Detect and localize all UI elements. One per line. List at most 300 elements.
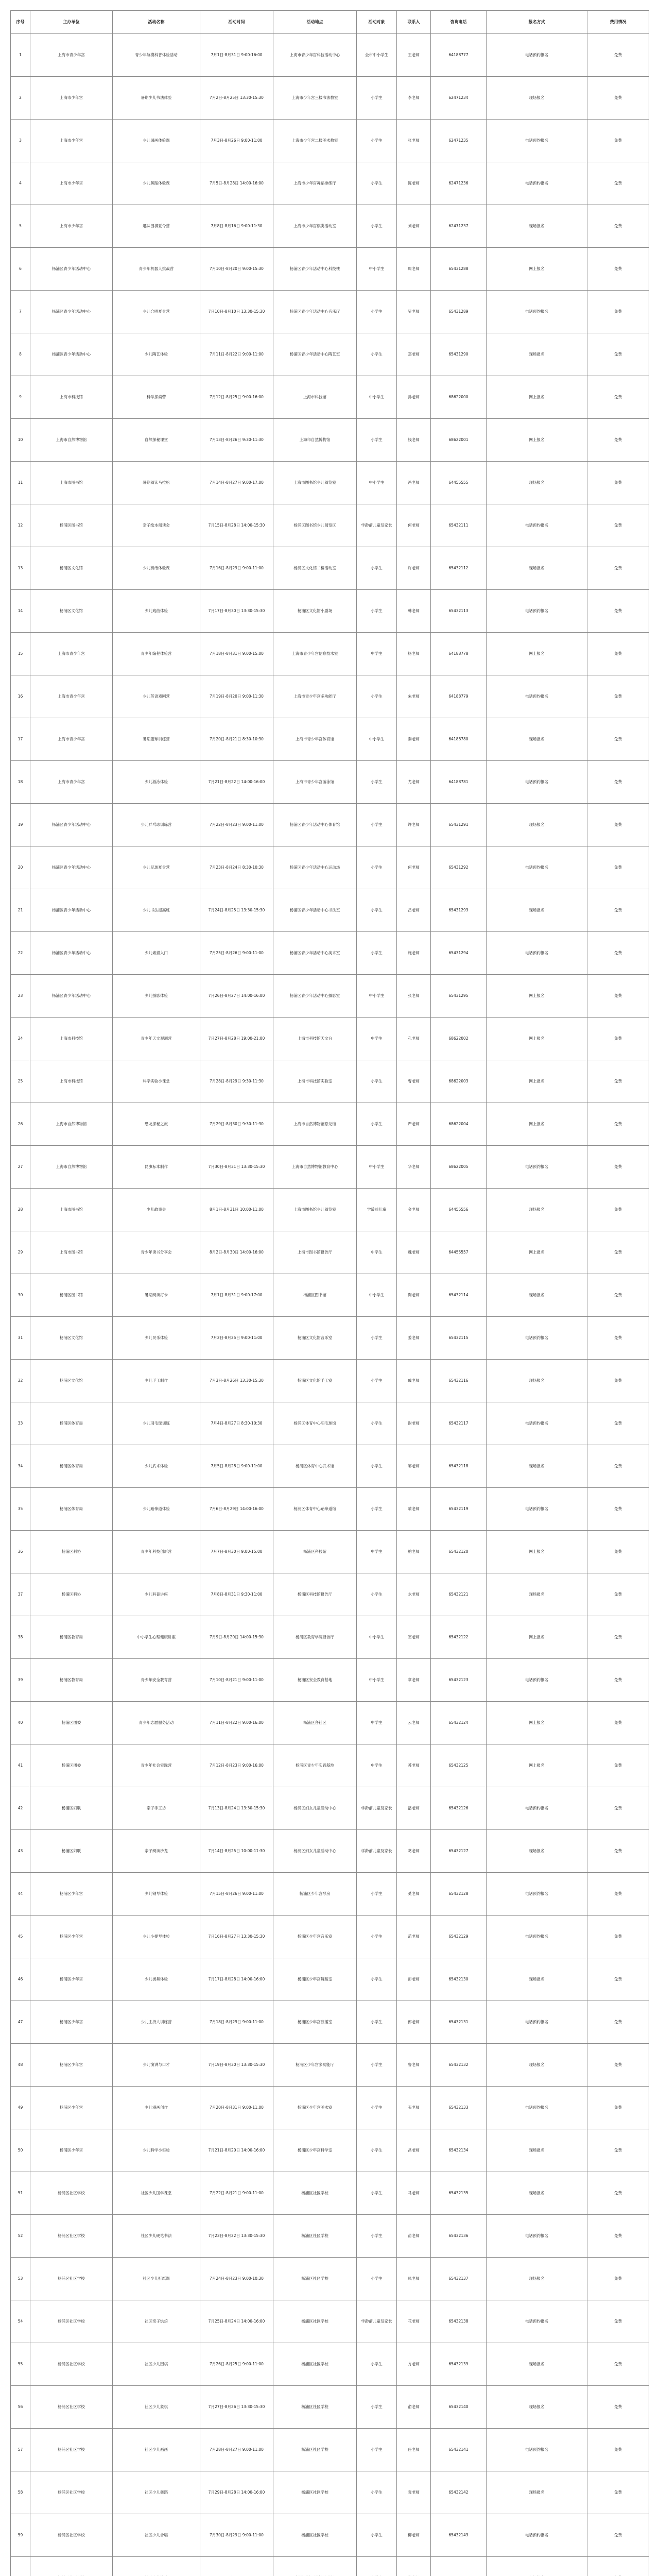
cell-activity-place: 杨浦区体育中心跆拳道馆 — [273, 1488, 357, 1531]
cell-activity-name: 亲子绘本阅读会 — [113, 504, 200, 547]
cell-activity-place: 杨浦区青少年实践基地 — [273, 1744, 357, 1787]
cell-organizer — [30, 2557, 113, 2576]
cell-contact: 尤老师 — [397, 761, 431, 804]
cell-activity-name: 青少年志愿服务活动 — [113, 1702, 200, 1744]
cell-audience: 中学生 — [357, 1744, 397, 1787]
cell-signup-method: 现场报名 — [487, 2172, 587, 2215]
cell-activity-time: 7月3日-8月26日 13:30-15:30 — [200, 1360, 273, 1402]
cell-organizer: 杨浦区青少年活动中心 — [30, 804, 113, 846]
cell-audience — [357, 2557, 397, 2576]
cell-contact: 魏老师 — [397, 1231, 431, 1274]
cell-contact: 郑老师 — [397, 333, 431, 376]
cell-phone: 68622005 — [431, 1146, 487, 1189]
cell-phone: 65432143 — [431, 2514, 487, 2557]
cell-phone: 62471237 — [431, 205, 487, 248]
cell-no: 36 — [11, 1531, 30, 1573]
cell-activity-name: 少儿摄影体验 — [113, 975, 200, 1018]
cell-activity-time: 7月19日-8月20日 9:00-11:30 — [200, 675, 273, 718]
cell-activity-name: 少儿民乐体验 — [113, 1317, 200, 1360]
cell-activity-time: 7月5日-8月28日 14:00-16:00 — [200, 162, 273, 205]
cell-organizer: 杨浦区社区学校 — [30, 2514, 113, 2557]
cell-activity-time: 7月20日-8月21日 8:30-10:30 — [200, 718, 273, 761]
cell-fee: 免费 — [587, 1488, 649, 1531]
cell-organizer: 杨浦区青少年活动中心 — [30, 333, 113, 376]
header-contact: 联系人 — [397, 11, 431, 34]
table-body — [11, 34, 649, 2576]
cell-no: 38 — [11, 1616, 30, 1659]
cell-no: 37 — [11, 1573, 30, 1616]
cell-contact: 韦老师 — [397, 2087, 431, 2129]
cell-activity-place: 杨浦区社区学校 — [273, 2300, 357, 2343]
cell-signup-method: 现场报名 — [487, 718, 587, 761]
cell-activity-time: 7月4日-8月27日 8:30-10:30 — [200, 1402, 273, 1445]
cell-organizer: 杨浦区文化馆 — [30, 1360, 113, 1402]
cell-organizer: 杨浦区科协 — [30, 1573, 113, 1616]
cell-activity-time: 7月9日-8月20日 14:00-15:30 — [200, 1616, 273, 1659]
cell-activity-place: 杨浦区社区学校 — [273, 2258, 357, 2300]
cell-audience: 中小学生 — [357, 718, 397, 761]
table-row — [11, 1573, 649, 1616]
cell-no: 40 — [11, 1702, 30, 1744]
cell-activity-time: 7月26日-8月27日 14:00-16:00 — [200, 975, 273, 1018]
cell-contact: 奚老师 — [397, 1873, 431, 1916]
table-row — [11, 889, 649, 932]
cell-signup-method: 电话预约报名 — [487, 504, 587, 547]
cell-fee: 免费 — [587, 2343, 649, 2386]
cell-organizer: 杨浦区科协 — [30, 1531, 113, 1573]
cell-activity-time: 7月17日-8月28日 14:00-16:00 — [200, 1958, 273, 2001]
cell-audience: 小学生 — [357, 2386, 397, 2429]
cell-phone: 64188779 — [431, 675, 487, 718]
cell-activity-time: 8月1日-8月31日 10:00-11:00 — [200, 1189, 273, 1231]
table-row — [11, 2215, 649, 2258]
cell-phone: 64188781 — [431, 761, 487, 804]
cell-no: 59 — [11, 2514, 30, 2557]
cell-no: 5 — [11, 205, 30, 248]
cell-contact: 昌老师 — [397, 2129, 431, 2172]
cell-signup-method: 现场报名 — [487, 1445, 587, 1488]
cell-contact: 袁老师 — [397, 2471, 431, 2514]
cell-activity-name: 少儿故事会 — [113, 1189, 200, 1231]
cell-contact: 韩老师 — [397, 590, 431, 633]
cell-signup-method: 电话预约报名 — [487, 846, 587, 889]
cell-signup-method: 现场报名 — [487, 547, 587, 590]
cell-activity-name: 少儿国画体验课 — [113, 120, 200, 162]
cell-fee: 免费 — [587, 1189, 649, 1231]
table-row — [11, 2514, 649, 2557]
cell-signup-method: 电话预约报名 — [487, 291, 587, 333]
cell-contact: 何老师 — [397, 846, 431, 889]
table-row — [11, 77, 649, 120]
cell-activity-place: 上海市自然博物馆教育中心 — [273, 1146, 357, 1189]
table-row — [11, 1360, 649, 1402]
cell-activity-name: 青少年科技创新营 — [113, 1531, 200, 1573]
cell-organizer: 杨浦区图书馆 — [30, 504, 113, 547]
cell-phone: 65431293 — [431, 889, 487, 932]
cell-activity-place: 杨浦区青少年活动中心书法室 — [273, 889, 357, 932]
cell-audience: 中学生 — [357, 633, 397, 675]
cell-signup-method: 网上报名 — [487, 1231, 587, 1274]
cell-activity-name: 少儿合唱夏令营 — [113, 291, 200, 333]
cell-activity-name: 少儿乒乓球训练营 — [113, 804, 200, 846]
cell-contact: 许老师 — [397, 804, 431, 846]
table-row — [11, 205, 649, 248]
cell-fee: 免费 — [587, 633, 649, 675]
cell-signup-method: 电话预约报名 — [487, 34, 587, 77]
cell-activity-name: 社区亲子烘焙 — [113, 2300, 200, 2343]
cell-activity-name: 暑期篮球训练营 — [113, 718, 200, 761]
cell-activity-place — [273, 2557, 357, 2576]
cell-phone: 65432114 — [431, 1274, 487, 1317]
cell-activity-time: 7月10日-8月10日 13:30-15:30 — [200, 291, 273, 333]
cell-fee: 免费 — [587, 1060, 649, 1103]
cell-signup-method: 电话预约报名 — [487, 1488, 587, 1531]
cell-activity-place: 杨浦区文化馆音乐室 — [273, 1317, 357, 1360]
table-row — [11, 248, 649, 291]
cell-activity-time: 7月18日-8月29日 9:00-11:00 — [200, 2001, 273, 2044]
cell-signup-method: 现场报名 — [487, 2129, 587, 2172]
cell-activity-time: 7月3日-8月26日 9:00-11:00 — [200, 120, 273, 162]
cell-activity-name: 少儿素描入门 — [113, 932, 200, 975]
cell-signup-method: 网上报名 — [487, 1531, 587, 1573]
cell-signup-method: 电话预约报名 — [487, 1916, 587, 1958]
table-row — [11, 162, 649, 205]
cell-activity-time: 7月22日-8月23日 9:00-11:00 — [200, 804, 273, 846]
cell-no: 56 — [11, 2386, 30, 2429]
cell-audience: 中小学生 — [357, 1616, 397, 1659]
cell-activity-time: 7月6日-8月29日 14:00-16:00 — [200, 1488, 273, 1531]
cell-organizer: 杨浦区少年宫 — [30, 1873, 113, 1916]
cell-fee: 免费 — [587, 675, 649, 718]
cell-organizer: 上海市科技馆 — [30, 1018, 113, 1060]
cell-audience: 学龄前儿童及家长 — [357, 504, 397, 547]
cell-phone: 65432129 — [431, 1916, 487, 1958]
cell-audience: 小学生 — [357, 1402, 397, 1445]
cell-organizer: 上海市青少年宫 — [30, 718, 113, 761]
table-row — [11, 1018, 649, 1060]
cell-phone: 65432133 — [431, 2087, 487, 2129]
cell-activity-name: 社区少儿象棋 — [113, 2386, 200, 2429]
cell-activity-place: 杨浦区少年宫舞蹈室 — [273, 1958, 357, 2001]
cell-signup-method: 网上报名 — [487, 1018, 587, 1060]
cell-activity-place: 杨浦区社区学校 — [273, 2215, 357, 2258]
cell-audience: 小学生 — [357, 2514, 397, 2557]
cell-organizer: 杨浦区少年宫 — [30, 2087, 113, 2129]
cell-fee: 免费 — [587, 1958, 649, 2001]
cell-fee: 免费 — [587, 2429, 649, 2471]
cell-phone: 65432123 — [431, 1659, 487, 1702]
table-row — [11, 2044, 649, 2087]
cell-activity-place: 上海市青少年宫信息技术室 — [273, 633, 357, 675]
cell-signup-method: 现场报名 — [487, 77, 587, 120]
cell-activity-name: 少儿跆拳道体验 — [113, 1488, 200, 1531]
cell-organizer: 上海市自然博物馆 — [30, 1146, 113, 1189]
cell-activity-time: 7月15日-8月28日 14:00-15:30 — [200, 504, 273, 547]
cell-fee: 免费 — [587, 2215, 649, 2258]
cell-contact: 苏老师 — [397, 1744, 431, 1787]
cell-activity-place: 杨浦区图书馆 — [273, 1274, 357, 1317]
table-row — [11, 1531, 649, 1573]
cell-contact: 严老师 — [397, 1103, 431, 1146]
cell-fee: 免费 — [587, 291, 649, 333]
cell-organizer: 杨浦区妇联 — [30, 1830, 113, 1873]
table-row — [11, 547, 649, 590]
cell-activity-name: 暑期阅读打卡 — [113, 1274, 200, 1317]
cell-activity-time: 7月29日-8月28日 14:00-16:00 — [200, 2471, 273, 2514]
cell-activity-name: 少儿主持人训练营 — [113, 2001, 200, 2044]
cell-audience: 小学生 — [357, 2129, 397, 2172]
cell-fee: 免费 — [587, 77, 649, 120]
cell-phone: 68622001 — [431, 419, 487, 462]
cell-no: 7 — [11, 291, 30, 333]
cell-fee: 免费 — [587, 1659, 649, 1702]
cell-signup-method: 电话预约报名 — [487, 162, 587, 205]
cell-signup-method: 电话预约报名 — [487, 2429, 587, 2471]
cell-phone: 65431291 — [431, 804, 487, 846]
cell-audience: 中小学生 — [357, 462, 397, 504]
cell-organizer: 杨浦区社区学校 — [30, 2258, 113, 2300]
cell-contact: 柳老师 — [397, 2514, 431, 2557]
cell-phone: 65432137 — [431, 2258, 487, 2300]
table-header-row — [11, 11, 649, 34]
cell-audience: 小学生 — [357, 291, 397, 333]
cell-signup-method: 电话预约报名 — [487, 1146, 587, 1189]
cell-phone: 65432124 — [431, 1702, 487, 1744]
cell-activity-place: 杨浦区少年宫多功能厅 — [273, 2044, 357, 2087]
cell-audience: 小学生 — [357, 1360, 397, 1402]
cell-phone: 65431288 — [431, 248, 487, 291]
cell-phone: 65431295 — [431, 975, 487, 1018]
cell-fee: 免费 — [587, 1317, 649, 1360]
cell-contact: 姜老师 — [397, 1317, 431, 1360]
cell-fee: 免费 — [587, 2300, 649, 2343]
cell-audience: 小学生 — [357, 2215, 397, 2258]
cell-no: 12 — [11, 504, 30, 547]
cell-phone: 65432139 — [431, 2343, 487, 2386]
cell-phone: 65431289 — [431, 291, 487, 333]
cell-signup-method: 现场报名 — [487, 2471, 587, 2514]
cell-audience: 小学生 — [357, 120, 397, 162]
cell-activity-name: 少儿书法提高班 — [113, 889, 200, 932]
cell-audience: 小学生 — [357, 1317, 397, 1360]
cell-activity-time: 7月13日-8月24日 13:30-15:30 — [200, 1787, 273, 1830]
cell-signup-method: 现场报名 — [487, 1360, 587, 1402]
cell-activity-place: 杨浦区体育中心武术馆 — [273, 1445, 357, 1488]
cell-fee: 免费 — [587, 547, 649, 590]
cell-audience: 小学生 — [357, 1573, 397, 1616]
cell-signup-method: 现场报名 — [487, 2386, 587, 2429]
cell-organizer: 上海市青少年宫 — [30, 675, 113, 718]
cell-organizer: 上海市科技馆 — [30, 1060, 113, 1103]
cell-activity-time: 7月13日-8月26日 9:30-11:30 — [200, 419, 273, 462]
cell-activity-time: 7月16日-8月27日 13:30-15:30 — [200, 1916, 273, 1958]
cell-phone: 64455556 — [431, 1189, 487, 1231]
cell-activity-time: 7月30日-8月29日 9:00-11:00 — [200, 2514, 273, 2557]
table-row — [11, 633, 649, 675]
cell-activity-time: 7月15日-8月26日 9:00-11:00 — [200, 1873, 273, 1916]
cell-contact: 李老师 — [397, 77, 431, 120]
cell-activity-time: 7月25日-8月24日 14:00-16:00 — [200, 2300, 273, 2343]
cell-phone: 65432140 — [431, 2386, 487, 2429]
cell-no: 52 — [11, 2215, 30, 2258]
cell-organizer: 杨浦区体育局 — [30, 1445, 113, 1488]
cell-activity-place: 杨浦区社区学校 — [273, 2471, 357, 2514]
table-row — [11, 291, 649, 333]
cell-activity-time: 7月8日-8月31日 9:30-11:00 — [200, 1573, 273, 1616]
cell-audience: 小学生 — [357, 2001, 397, 2044]
cell-audience: 小学生 — [357, 162, 397, 205]
cell-activity-name: 青少年机器人挑战营 — [113, 248, 200, 291]
cell-activity-name: 昆虫标本制作 — [113, 1146, 200, 1189]
cell-activity-time: 8月2日-8月30日 14:00-16:00 — [200, 1231, 273, 1274]
cell-contact: 范老师 — [397, 1916, 431, 1958]
cell-phone: 65432138 — [431, 2300, 487, 2343]
cell-organizer: 杨浦区妇联 — [30, 1787, 113, 1830]
cell-signup-method: 电话预约报名 — [487, 1317, 587, 1360]
cell-activity-place: 上海市科技馆实验室 — [273, 1060, 357, 1103]
cell-organizer: 上海市自然博物馆 — [30, 419, 113, 462]
cell-signup-method: 电话预约报名 — [487, 2001, 587, 2044]
cell-fee: 免费 — [587, 1787, 649, 1830]
cell-audience: 小学生 — [357, 2471, 397, 2514]
cell-phone: 65432132 — [431, 2044, 487, 2087]
cell-signup-method: 电话预约报名 — [487, 590, 587, 633]
cell-no: 49 — [11, 2087, 30, 2129]
cell-phone: 62471236 — [431, 162, 487, 205]
cell-audience: 小学生 — [357, 2087, 397, 2129]
cell-no: 9 — [11, 376, 30, 419]
cell-activity-place: 杨浦区少年宫演播室 — [273, 2001, 357, 2044]
cell-activity-place: 杨浦区青少年活动中心运动场 — [273, 846, 357, 889]
cell-no: 14 — [11, 590, 30, 633]
cell-activity-place: 上海市科技馆 — [273, 376, 357, 419]
cell-no: 34 — [11, 1445, 30, 1488]
table-row — [11, 1830, 649, 1873]
table-row — [11, 1445, 649, 1488]
cell-fee: 免费 — [587, 2514, 649, 2557]
cell-phone: 64188777 — [431, 34, 487, 77]
cell-signup-method: 网上报名 — [487, 1060, 587, 1103]
cell-signup-method: 网上报名 — [487, 633, 587, 675]
cell-phone: 65432119 — [431, 1488, 487, 1531]
cell-signup-method: 电话预约报名 — [487, 1873, 587, 1916]
table-row — [11, 975, 649, 1018]
cell-organizer: 杨浦区青少年活动中心 — [30, 846, 113, 889]
table-row — [11, 376, 649, 419]
cell-fee: 免费 — [587, 1830, 649, 1873]
cell-activity-place: 上海市少年宫二楼美术教室 — [273, 120, 357, 162]
cell-activity-place: 上海市图书馆报告厅 — [273, 1231, 357, 1274]
cell-fee: 免费 — [587, 2172, 649, 2215]
cell-audience: 中小学生 — [357, 1146, 397, 1189]
cell-contact: 彭老师 — [397, 1958, 431, 2001]
cell-phone: 65432115 — [431, 1317, 487, 1360]
cell-activity-place: 杨浦区教育学院报告厅 — [273, 1616, 357, 1659]
cell-signup-method: 现场报名 — [487, 1573, 587, 1616]
header-activity-place: 活动地点 — [273, 11, 357, 34]
cell-audience: 小学生 — [357, 2429, 397, 2471]
cell-activity-place: 杨浦区妇女儿童活动中心 — [273, 1787, 357, 1830]
cell-no: 55 — [11, 2343, 30, 2386]
cell-organizer: 上海市青少年宫 — [30, 633, 113, 675]
cell-activity-name: 少儿剪纸体验课 — [113, 547, 200, 590]
cell-phone: 65432142 — [431, 2471, 487, 2514]
cell-activity-name: 青少年航模科普体验活动 — [113, 34, 200, 77]
cell-activity-time: 7月20日-8月31日 9:00-11:00 — [200, 2087, 273, 2129]
cell-fee: 免费 — [587, 1146, 649, 1189]
cell-organizer: 杨浦区青少年活动中心 — [30, 975, 113, 1018]
cell-fee: 免费 — [587, 1616, 649, 1659]
cell-organizer: 上海市青少年宫 — [30, 761, 113, 804]
cell-contact: 何老师 — [397, 504, 431, 547]
cell-activity-place: 杨浦区青少年活动中心摄影室 — [273, 975, 357, 1018]
cell-phone: 68622000 — [431, 376, 487, 419]
cell-activity-time: 7月27日-8月26日 13:30-15:30 — [200, 2386, 273, 2429]
cell-organizer: 上海市少年宫 — [30, 205, 113, 248]
cell-no: 13 — [11, 547, 30, 590]
cell-activity-name: 少儿钢琴体验 — [113, 1873, 200, 1916]
cell-no: 8 — [11, 333, 30, 376]
cell-activity-place: 上海市少年宫棋类活动室 — [273, 205, 357, 248]
cell-phone: 65431290 — [431, 333, 487, 376]
cell-no: 54 — [11, 2300, 30, 2343]
cell-activity-name: 少儿街舞体验 — [113, 1958, 200, 2001]
cell-signup-method: 电话预约报名 — [487, 761, 587, 804]
cell-fee: 免费 — [587, 975, 649, 1018]
cell-organizer: 杨浦区青少年活动中心 — [30, 248, 113, 291]
cell-organizer: 上海市少年宫 — [30, 162, 113, 205]
cell-activity-name: 青少年安全教育营 — [113, 1659, 200, 1702]
cell-fee: 免费 — [587, 120, 649, 162]
cell-activity-place: 上海市自然博物馆恐龙馆 — [273, 1103, 357, 1146]
cell-audience: 小学生 — [357, 2343, 397, 2386]
cell-signup-method: 电话预约报名 — [487, 2087, 587, 2129]
cell-no: 21 — [11, 889, 30, 932]
cell-contact: 刘老师 — [397, 205, 431, 248]
cell-audience: 小学生 — [357, 547, 397, 590]
cell-contact: 吕老师 — [397, 889, 431, 932]
cell-no: 11 — [11, 462, 30, 504]
cell-signup-method: 现场报名 — [487, 2343, 587, 2386]
cell-fee: 免费 — [587, 1573, 649, 1616]
cell-contact: 方老师 — [397, 2343, 431, 2386]
cell-activity-name: 恐龙探秘之旅 — [113, 1103, 200, 1146]
cell-organizer: 杨浦区少年宫 — [30, 2129, 113, 2172]
cell-activity-name: 少儿科普讲座 — [113, 1573, 200, 1616]
cell-activity-name: 社区少儿硬笔书法 — [113, 2215, 200, 2258]
cell-activity-name: 青少年社会实践营 — [113, 1744, 200, 1787]
cell-no: 19 — [11, 804, 30, 846]
table-row — [11, 1659, 649, 1702]
cell-activity-name: 暑期阅读马拉松 — [113, 462, 200, 504]
cell-contact: 冯老师 — [397, 462, 431, 504]
cell-no: 35 — [11, 1488, 30, 1531]
cell-contact: 喻老师 — [397, 1488, 431, 1531]
cell-signup-method: 现场报名 — [487, 205, 587, 248]
cell-activity-time: 7月24日-8月23日 9:00-10:30 — [200, 2258, 273, 2300]
cell-fee: 免费 — [587, 1744, 649, 1787]
cell-activity-name: 自然探秘课堂 — [113, 419, 200, 462]
header-phone: 咨询电话 — [431, 11, 487, 34]
cell-activity-name: 少儿英语戏剧营 — [113, 675, 200, 718]
cell-audience: 小学生 — [357, 889, 397, 932]
cell-phone: 65432126 — [431, 1787, 487, 1830]
cell-activity-name: 社区少儿围棋 — [113, 2343, 200, 2386]
cell-contact: 周老师 — [397, 248, 431, 291]
cell-fee: 免费 — [587, 1916, 649, 1958]
cell-contact: 俞老师 — [397, 2386, 431, 2429]
cell-contact: 苗老师 — [397, 2215, 431, 2258]
